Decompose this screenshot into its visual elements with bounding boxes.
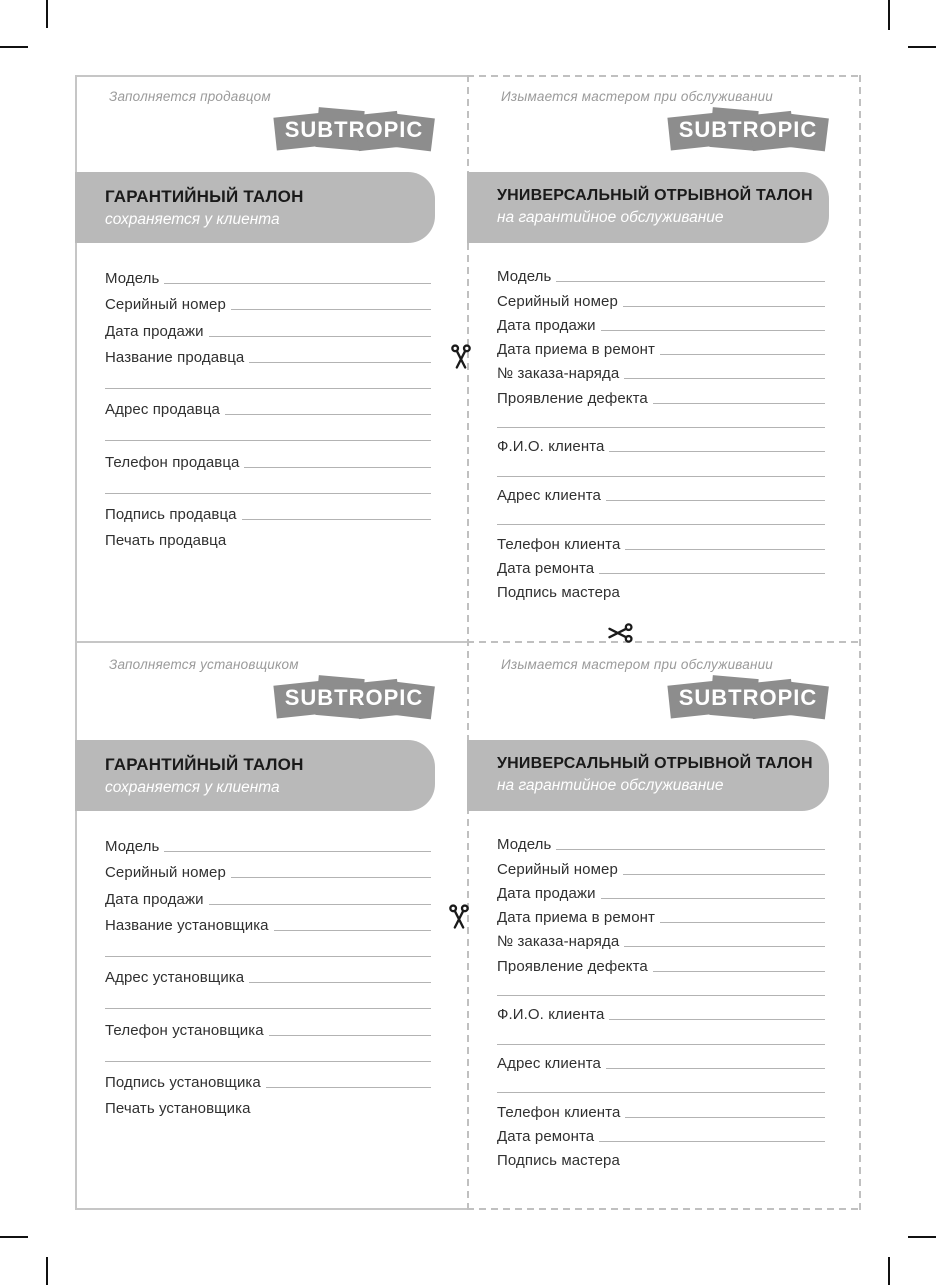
field-label: № заказа-наряда bbox=[497, 933, 620, 951]
field-blank-line bbox=[105, 1008, 431, 1009]
field-blank-line bbox=[209, 336, 431, 337]
card-subtitle: сохраняется у клиента bbox=[105, 779, 280, 796]
field-blank-line bbox=[497, 427, 825, 428]
card-subtitle: на гарантийное обслуживание bbox=[497, 209, 724, 226]
field-blank-line bbox=[497, 524, 825, 525]
field-row bbox=[497, 480, 825, 504]
card-note: Заполняется установщиком bbox=[109, 657, 299, 672]
field-row bbox=[497, 1121, 825, 1145]
field-continuation-row bbox=[105, 366, 431, 392]
field-blank-line bbox=[266, 1087, 431, 1088]
field-label: Ф.И.О. клиента bbox=[497, 1006, 605, 1024]
field-blank-line bbox=[601, 330, 825, 331]
field-label: Адрес продавца bbox=[105, 401, 220, 419]
field-blank-line bbox=[609, 1019, 825, 1020]
field-blank-line bbox=[556, 281, 825, 282]
warranty-card-seller bbox=[75, 75, 467, 643]
fields bbox=[497, 829, 825, 1169]
field-blank-line bbox=[242, 519, 431, 520]
field-row bbox=[105, 855, 431, 881]
field-continuation-row bbox=[497, 455, 825, 479]
fields bbox=[105, 829, 431, 1117]
field-row bbox=[105, 829, 431, 855]
field-label: Адрес установщика bbox=[105, 969, 245, 987]
field-row bbox=[497, 261, 825, 285]
fields bbox=[497, 261, 825, 601]
title-banner bbox=[75, 172, 435, 243]
field-blank-line bbox=[274, 930, 431, 931]
field-row bbox=[105, 313, 431, 339]
crop-mark bbox=[908, 46, 936, 48]
field-blank-line bbox=[105, 493, 431, 494]
field-row bbox=[497, 1145, 825, 1169]
field-label: Модель bbox=[497, 836, 552, 854]
scissors-icon bbox=[606, 619, 634, 647]
field-label: Проявление дефекта bbox=[497, 389, 648, 407]
field-label: Телефон клиента bbox=[497, 535, 621, 553]
field-label: Дата ремонта bbox=[497, 1127, 595, 1145]
card-subtitle: сохраняется у клиента bbox=[105, 211, 280, 228]
field-blank-line bbox=[625, 549, 825, 550]
field-blank-line bbox=[244, 467, 431, 468]
field-continuation-row bbox=[497, 407, 825, 431]
field-continuation-row bbox=[497, 975, 825, 999]
field-blank-line bbox=[624, 946, 825, 947]
field-label: Дата продажи bbox=[497, 316, 596, 334]
fields bbox=[105, 261, 431, 549]
field-row bbox=[497, 310, 825, 334]
field-row bbox=[497, 553, 825, 577]
field-continuation-row bbox=[105, 934, 431, 960]
field-label: Название продавца bbox=[105, 348, 245, 366]
crop-mark bbox=[888, 0, 890, 30]
crop-mark bbox=[0, 1236, 28, 1238]
card-note: Заполняется продавцом bbox=[109, 89, 271, 104]
title-banner bbox=[467, 172, 829, 243]
field-blank-line bbox=[497, 995, 825, 996]
field-label: Подпись мастера bbox=[497, 584, 620, 602]
field-row bbox=[105, 960, 431, 986]
field-row bbox=[497, 1096, 825, 1120]
crop-mark bbox=[0, 46, 28, 48]
field-label: Модель bbox=[497, 268, 552, 286]
field-label: № заказа-наряда bbox=[497, 365, 620, 383]
field-blank-line bbox=[249, 982, 431, 983]
field-blank-line bbox=[625, 1117, 825, 1118]
card-title: УНИВЕРСАЛЬНЫЙ ОТРЫВНОЙ ТАЛОН bbox=[497, 187, 813, 204]
field-row bbox=[497, 285, 825, 309]
card-note: Изымается мастером при обслуживании bbox=[501, 89, 773, 104]
field-label: Печать продавца bbox=[105, 532, 227, 550]
field-row bbox=[105, 261, 431, 287]
field-row bbox=[497, 926, 825, 950]
subtropic-logo-text: SUBTROPIC bbox=[678, 685, 818, 710]
field-row bbox=[497, 1048, 825, 1072]
subtropic-logo-text: SUBTROPIC bbox=[284, 117, 424, 142]
subtropic-logo bbox=[273, 674, 435, 721]
subtropic-logo bbox=[667, 674, 829, 721]
field-row bbox=[497, 950, 825, 974]
field-row bbox=[497, 902, 825, 926]
title-banner bbox=[75, 740, 435, 811]
field-blank-line bbox=[623, 874, 825, 875]
field-row bbox=[105, 497, 431, 523]
field-blank-line bbox=[231, 877, 431, 878]
tear-off-card-top bbox=[467, 75, 861, 643]
field-row bbox=[497, 878, 825, 902]
field-row bbox=[497, 431, 825, 455]
field-label: Дата продажи bbox=[497, 884, 596, 902]
field-blank-line bbox=[164, 851, 431, 852]
field-blank-line bbox=[653, 403, 825, 404]
field-blank-line bbox=[624, 378, 825, 379]
warranty-card-installer bbox=[75, 643, 467, 1210]
tear-off-card-bottom bbox=[467, 643, 861, 1210]
field-label: Подпись продавца bbox=[105, 505, 237, 523]
field-row bbox=[105, 1065, 431, 1091]
field-continuation-row bbox=[497, 1072, 825, 1096]
scissors-icon bbox=[445, 903, 473, 931]
field-row bbox=[105, 287, 431, 313]
field-blank-line bbox=[606, 500, 825, 501]
field-label: Подпись мастера bbox=[497, 1152, 620, 1170]
field-label: Дата ремонта bbox=[497, 559, 595, 577]
field-label: Ф.И.О. клиента bbox=[497, 438, 605, 456]
field-row bbox=[497, 999, 825, 1023]
field-row bbox=[497, 577, 825, 601]
field-label: Дата приема в ремонт bbox=[497, 341, 656, 359]
field-blank-line bbox=[231, 309, 431, 310]
field-blank-line bbox=[601, 898, 825, 899]
card-title: ГАРАНТИЙНЫЙ ТАЛОН bbox=[105, 187, 304, 206]
field-blank-line bbox=[105, 956, 431, 957]
title-banner bbox=[467, 740, 829, 811]
field-blank-line bbox=[623, 306, 825, 307]
field-continuation-row bbox=[497, 1023, 825, 1047]
field-label: Телефон установщика bbox=[105, 1021, 264, 1039]
field-row bbox=[497, 358, 825, 382]
field-label: Название установщика bbox=[105, 916, 269, 934]
field-label: Телефон клиента bbox=[497, 1103, 621, 1121]
field-blank-line bbox=[497, 1044, 825, 1045]
field-blank-line bbox=[105, 388, 431, 389]
field-blank-line bbox=[497, 1092, 825, 1093]
field-blank-line bbox=[660, 354, 825, 355]
field-label: Серийный номер bbox=[497, 860, 618, 878]
field-continuation-row bbox=[105, 471, 431, 497]
field-row bbox=[105, 523, 431, 549]
field-row bbox=[105, 908, 431, 934]
field-blank-line bbox=[653, 971, 825, 972]
field-label: Серийный номер bbox=[497, 292, 618, 310]
subtropic-logo-text: SUBTROPIC bbox=[678, 117, 818, 142]
field-row bbox=[497, 382, 825, 406]
field-blank-line bbox=[556, 849, 825, 850]
field-continuation-row bbox=[105, 418, 431, 444]
field-blank-line bbox=[164, 283, 431, 284]
field-blank-line bbox=[606, 1068, 825, 1069]
field-blank-line bbox=[105, 1061, 431, 1062]
field-label: Адрес клиента bbox=[497, 486, 601, 504]
field-row bbox=[497, 829, 825, 853]
field-label: Серийный номер bbox=[105, 296, 226, 314]
field-row bbox=[105, 392, 431, 418]
field-label: Проявление дефекта bbox=[497, 957, 648, 975]
card-title: УНИВЕРСАЛЬНЫЙ ОТРЫВНОЙ ТАЛОН bbox=[497, 755, 813, 772]
crop-mark bbox=[46, 0, 48, 28]
field-label: Серийный номер bbox=[105, 864, 226, 882]
field-blank-line bbox=[105, 440, 431, 441]
field-blank-line bbox=[497, 476, 825, 477]
field-label: Адрес клиента bbox=[497, 1054, 601, 1072]
field-continuation-row bbox=[105, 986, 431, 1012]
field-blank-line bbox=[609, 451, 825, 452]
subtropic-logo-text: SUBTROPIC bbox=[284, 685, 424, 710]
field-row bbox=[105, 444, 431, 470]
scissors-icon bbox=[447, 343, 475, 371]
crop-mark bbox=[908, 1236, 936, 1238]
subtropic-logo bbox=[273, 106, 435, 153]
crop-mark bbox=[888, 1257, 890, 1285]
field-row bbox=[105, 340, 431, 366]
field-label: Печать установщика bbox=[105, 1100, 251, 1118]
field-label: Модель bbox=[105, 270, 160, 288]
field-label: Подпись установщика bbox=[105, 1073, 261, 1091]
field-label: Телефон продавца bbox=[105, 453, 240, 471]
field-row bbox=[497, 853, 825, 877]
field-row bbox=[497, 334, 825, 358]
subtropic-logo bbox=[667, 106, 829, 153]
card-title: ГАРАНТИЙНЫЙ ТАЛОН bbox=[105, 755, 304, 774]
field-row bbox=[105, 1091, 431, 1117]
field-label: Модель bbox=[105, 838, 160, 856]
field-row bbox=[497, 528, 825, 552]
card-note: Изымается мастером при обслуживании bbox=[501, 657, 773, 672]
field-continuation-row bbox=[497, 504, 825, 528]
field-blank-line bbox=[269, 1035, 431, 1036]
card-subtitle: на гарантийное обслуживание bbox=[497, 777, 724, 794]
field-blank-line bbox=[225, 414, 431, 415]
field-row bbox=[105, 881, 431, 907]
field-label: Дата приема в ремонт bbox=[497, 909, 656, 927]
field-blank-line bbox=[660, 922, 825, 923]
field-label: Дата продажи bbox=[105, 890, 204, 908]
field-blank-line bbox=[599, 573, 825, 574]
ticket-sheet bbox=[75, 75, 861, 1210]
field-blank-line bbox=[249, 362, 431, 363]
crop-mark bbox=[46, 1257, 48, 1285]
field-blank-line bbox=[599, 1141, 825, 1142]
field-continuation-row bbox=[105, 1039, 431, 1065]
field-label: Дата продажи bbox=[105, 322, 204, 340]
field-row bbox=[105, 1012, 431, 1038]
field-blank-line bbox=[209, 904, 431, 905]
